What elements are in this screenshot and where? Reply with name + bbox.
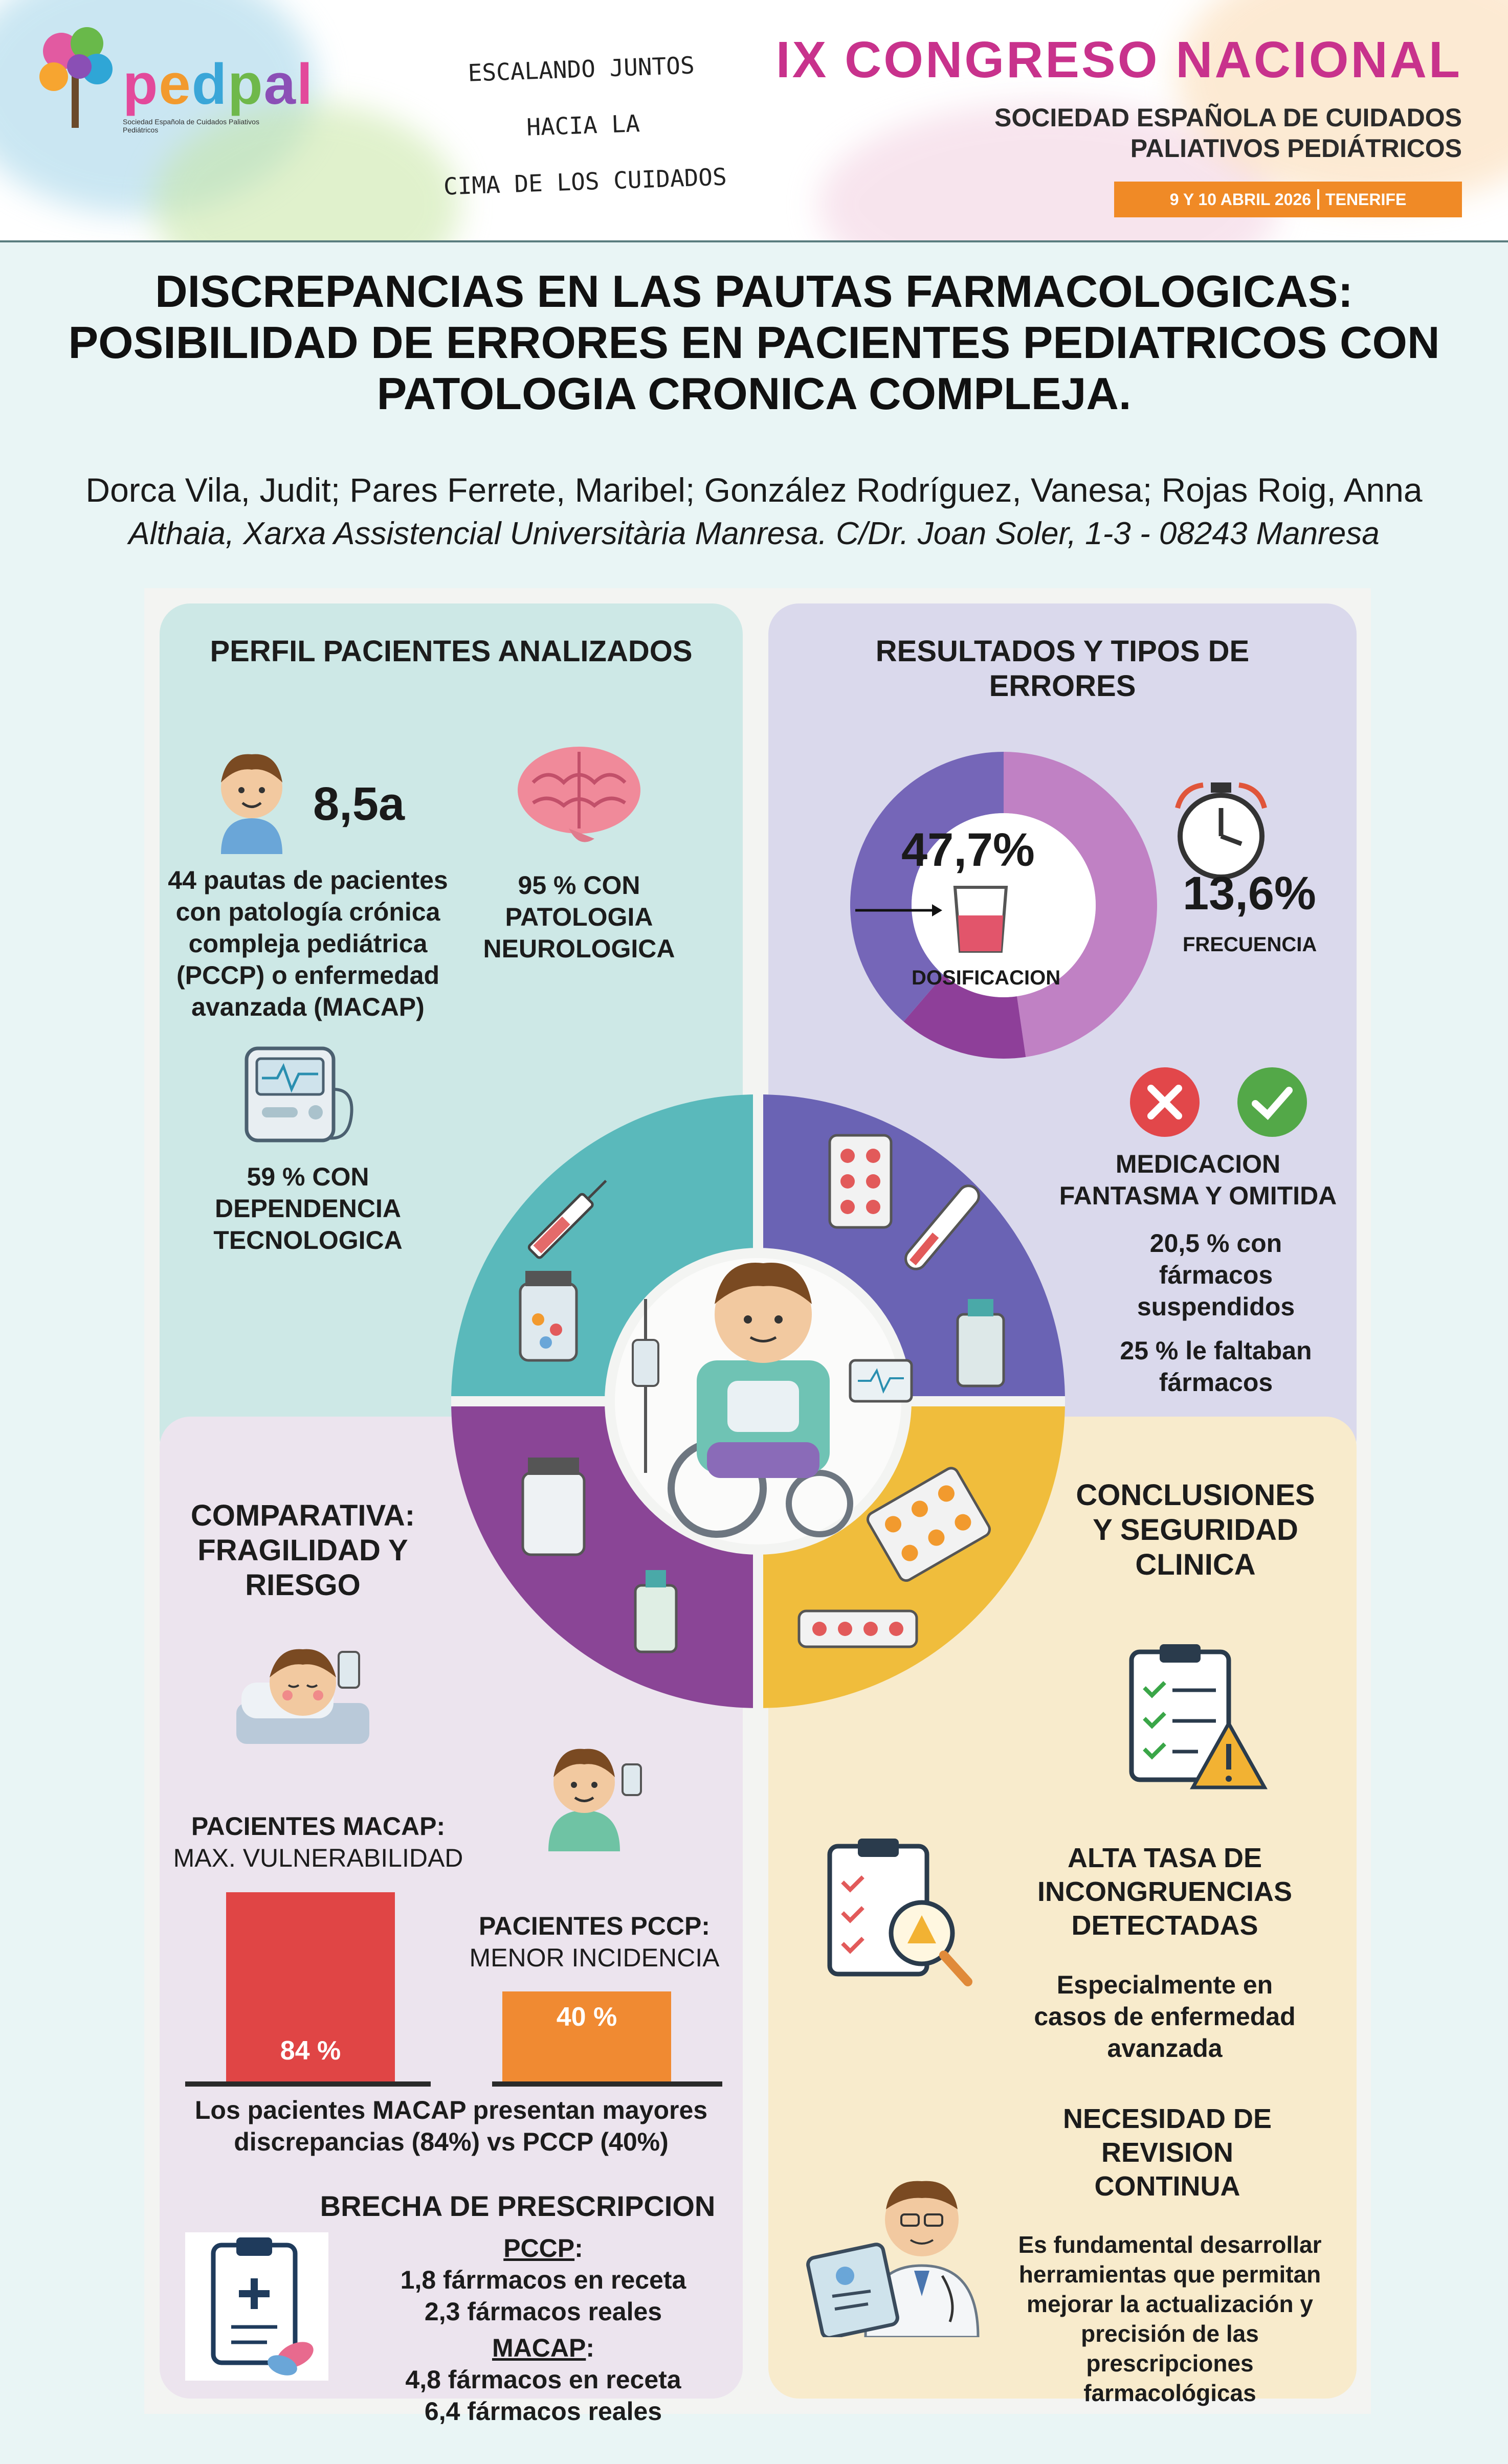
continuous-review-heading [1024, 2102, 1311, 2203]
logo-letter: d [191, 52, 228, 116]
high-rate-heading-line: DETECTADAS [1071, 1910, 1258, 1941]
pedpal-logo [31, 20, 314, 143]
congress-subtitle-line: PALIATIVOS PEDIÁTRICOS [1130, 134, 1462, 163]
frequency-error-label: FRECUENCIA [1183, 933, 1317, 956]
doctor-tablet-icon [804, 2138, 1009, 2337]
continuous-review-heading-line: CONTINUA [1094, 2171, 1240, 2202]
ghost-medication-heading-line: FANTASMA Y OMITIDA [1059, 1181, 1337, 1210]
clipboard-magnifier-icon [819, 1836, 973, 1989]
missing-drugs-stat [1080, 1335, 1351, 1398]
congress-subtitle [994, 102, 1462, 164]
congress-title: IX CONGRESO NACIONAL [775, 31, 1462, 88]
prescription-clipboard-icon [185, 2232, 328, 2381]
profile-description [165, 864, 451, 1023]
logo-letter: p [228, 52, 264, 116]
suspended-drugs-line: suspendidos [1137, 1292, 1295, 1321]
logo-subtitle: Sociedad Española de Cuidados Paliativos Pediátricos [123, 118, 259, 134]
dosing-error-label: DOSIFICACION [912, 967, 1061, 989]
conclusions-heading-line: CLINICA [1135, 1548, 1256, 1581]
profile-description-line: compleja pediátrica [188, 929, 428, 958]
results-heading [768, 634, 1357, 704]
pccp-gap [385, 2232, 702, 2327]
comparison-summary-line: Los pacientes MACAP presentan mayores [194, 2096, 708, 2124]
check-circle-icon [1234, 1064, 1311, 1140]
tools-recommendation [1009, 2230, 1331, 2408]
bar-baseline [492, 2081, 722, 2087]
tools-recommendation-line: farmacológicas [1083, 2380, 1256, 2406]
comparison-summary-line: discrepancias (84%) vs PCCP (40%) [234, 2127, 669, 2156]
suspended-drugs-stat [1101, 1227, 1331, 1323]
pccp-gap-colon: : [574, 2234, 583, 2263]
profile-description-line: avanzada (MACAP) [191, 993, 425, 1021]
advanced-disease-note-line: Especialmente en [1056, 1970, 1273, 1999]
comparison-heading [160, 1498, 446, 1603]
date-separator [1317, 189, 1319, 210]
poster-title-line: PATOLOGIA CRONICA COMPLEJA. [376, 368, 1132, 419]
monitor-device-icon [241, 1043, 359, 1146]
continuous-review-heading-line: REVISION [1101, 2137, 1234, 2168]
arrow-icon [855, 900, 942, 921]
profile-description-line: 44 pautas de pacientes [168, 866, 448, 894]
slogan-line: HACIA LA [526, 109, 640, 141]
advanced-disease-note [1009, 1969, 1321, 2064]
center-illustration-wheel [431, 1074, 1085, 1729]
logo-letter: l [296, 52, 314, 116]
beaker-icon [942, 880, 1019, 956]
sick-child-icon [231, 1631, 374, 1749]
profile-description-line: con patología crónica [175, 898, 440, 926]
congress-subtitle-line: SOCIEDAD ESPAÑOLA DE CUIDADOS [994, 103, 1462, 132]
cross-circle-icon [1126, 1064, 1203, 1140]
pccp-gap-title [385, 2232, 702, 2264]
missing-drugs-line: 25 % le faltaban [1120, 1336, 1312, 1365]
brain-icon [513, 742, 646, 849]
congress-date: 9 Y 10 ABRIL 2026 [1169, 190, 1312, 209]
macap-title: PACIENTES MACAP: [191, 1812, 446, 1841]
profile-heading: PERFIL PACIENTES ANALIZADOS [210, 635, 693, 668]
congress-banner [0, 0, 1508, 240]
frequency-error-percent: 13,6% [1183, 867, 1316, 920]
tools-recommendation-line: Es fundamental desarrollar [1018, 2231, 1322, 2258]
congress-date-badge [1114, 182, 1462, 217]
prescription-gap-heading: BRECHA DE PRESCRIPCION [320, 2190, 716, 2222]
advanced-disease-note-line: avanzada [1107, 2034, 1223, 2063]
technology-dependence-stat [175, 1161, 441, 1256]
conclusions-heading [1055, 1478, 1336, 1582]
congress-place: TENERIFE [1325, 190, 1407, 209]
macap-gap-line: 6,4 fármacos reales [424, 2397, 662, 2426]
missing-drugs-line: fármacos [1159, 1368, 1273, 1397]
macap-bar [226, 1892, 395, 2081]
conclusions-heading-line: CONCLUSIONES [1076, 1479, 1315, 1512]
pill-bottle-icon [520, 1271, 576, 1360]
congress-slogan [396, 35, 770, 216]
logo-letter: p [123, 52, 159, 116]
pccp-bar [502, 1991, 671, 2081]
technology-dependence-line: 59 % CON [247, 1162, 369, 1191]
slogan-line: ESCALANDO JUNTOS [467, 51, 695, 87]
results-heading-line: ERRORES [989, 669, 1136, 703]
tools-recommendation-line: herramientas que permitan [1018, 2261, 1321, 2288]
comparison-summary [160, 2094, 743, 2158]
poster-title-line: DISCREPANCIAS EN LAS PAUTAS FARMACOLOGICAS: [155, 266, 1353, 317]
comparison-heading-line: RIESGO [245, 1569, 361, 1602]
banner-divider [0, 240, 1508, 242]
pccp-subtitle: MENOR INCIDENCIA [469, 1943, 720, 1972]
logo-wordmark [123, 51, 314, 117]
pill-bottle-icon [523, 1458, 584, 1555]
high-rate-heading-line: INCONGRUENCIAS [1037, 1876, 1293, 1907]
checklist-warning-icon [1116, 1642, 1270, 1795]
pccp-title: PACIENTES PCCP: [479, 1912, 710, 1940]
boy-icon [201, 742, 303, 854]
macap-gap-title [385, 2332, 702, 2364]
poster-title [31, 266, 1477, 419]
macap-gap-line: 4,8 fármacos en receta [405, 2365, 681, 2394]
bar-baseline [185, 2081, 431, 2087]
neurological-stat [461, 869, 697, 965]
neurological-stat-line: 95 % CON [518, 871, 640, 900]
ghost-medication-heading-line: MEDICACION [1115, 1150, 1281, 1178]
macap-gap-label: MACAP [492, 2334, 586, 2362]
pccp-gap-label: PCCP [503, 2234, 575, 2263]
pccp-bar-label: 40 % [556, 2002, 617, 2032]
technology-dependence-line: TECNOLOGICA [213, 1226, 403, 1255]
child-device-icon [528, 1734, 646, 1851]
tree-logo-icon [31, 20, 123, 133]
slogan-line: CIMA DE LOS CUIDADOS [443, 163, 727, 200]
logo-letter: e [159, 52, 192, 116]
technology-dependence-line: DEPENDENCIA [215, 1194, 401, 1223]
suspended-drugs-line: 20,5 % con [1149, 1229, 1282, 1258]
advanced-disease-note-line: casos de enfermedad [1034, 2002, 1296, 2031]
neurological-stat-line: PATOLOGIA [505, 903, 653, 931]
pccp-gap-line: 1,8 fárrmacos en receta [400, 2266, 686, 2294]
continuous-review-heading-line: NECESIDAD DE [1062, 2103, 1272, 2134]
high-rate-heading [1004, 1841, 1326, 1942]
macap-subtitle: MAX. VULNERABILIDAD [173, 1844, 463, 1872]
high-rate-heading-line: ALTA TASA DE [1068, 1843, 1262, 1873]
macap-gap-colon: : [586, 2334, 594, 2362]
suspended-drugs-line: fármacos [1159, 1261, 1273, 1289]
comparison-heading-line: FRAGILIDAD Y [197, 1534, 408, 1567]
poster-affiliation: Althaia, Xarxa Assistencial Universitària Manresa. C/Dr. Joan Soler, 1-3 - 08243 Manresa [128, 516, 1380, 551]
tools-recommendation-line: precisión de las [1081, 2320, 1259, 2347]
results-heading-line: RESULTADOS Y TIPOS DE [875, 635, 1250, 668]
tools-recommendation-line: prescripciones [1086, 2350, 1254, 2377]
tools-recommendation-line: mejorar la actualización y [1027, 2291, 1313, 2317]
poster-authors: Dorca Vila, Judit; Pares Ferrete, Maribel; González Rodríguez, Vanesa; Rojas Roig, Anna [85, 471, 1423, 509]
macap-gap [385, 2332, 702, 2427]
pill-strip-icon [799, 1611, 917, 1647]
neurological-stat-line: NEUROLOGICA [483, 934, 675, 963]
pccp-gap-line: 2,3 fármacos reales [424, 2297, 662, 2326]
infographic [144, 588, 1371, 2426]
poster-title-line: POSIBILIDAD DE ERRORES EN PACIENTES PEDIATRICOS CON [68, 317, 1440, 368]
dosing-error-percent: 47,7% [901, 824, 1035, 876]
conclusions-heading-line: Y SEGURIDAD [1093, 1513, 1298, 1547]
comparison-heading-line: COMPARATIVA: [190, 1499, 415, 1532]
logo-letter: a [263, 52, 297, 116]
blister-pack-icon [830, 1135, 891, 1227]
macap-bar-label: 84 % [280, 2036, 341, 2066]
profile-description-line: (PCCP) o enfermedad [176, 961, 439, 990]
average-age: 8,5a [313, 778, 405, 830]
